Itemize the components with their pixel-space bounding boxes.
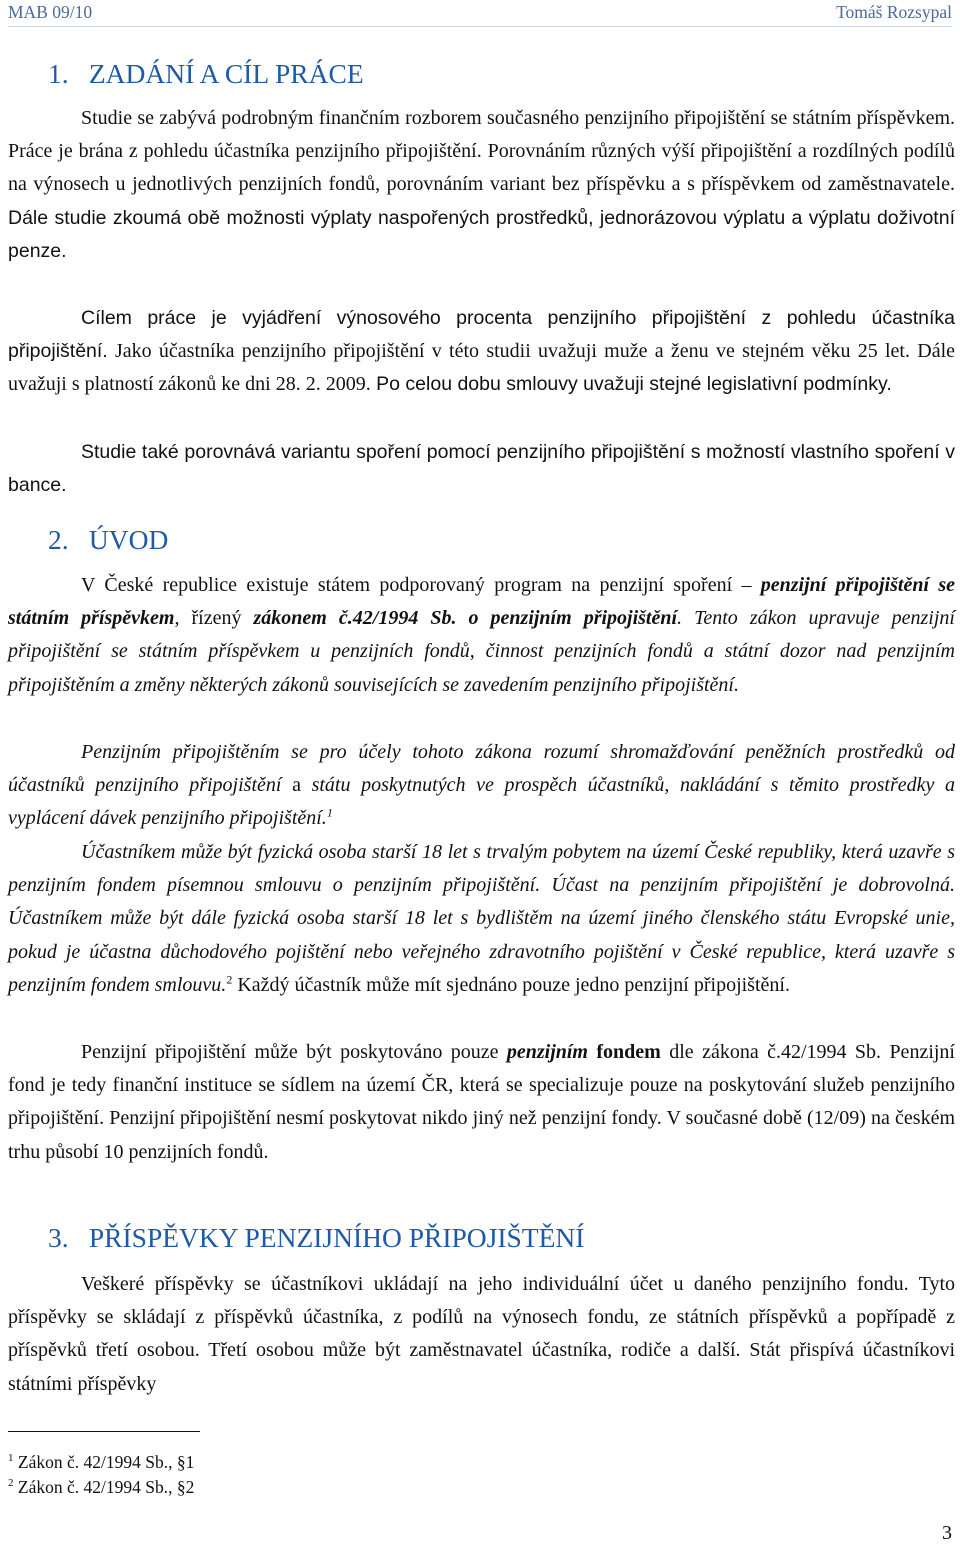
s1-p2-text-c: Po celou dobu smlouvy uvažuji stejné legislativní podmínky. <box>370 373 892 396</box>
s2-p4-emphasis-fondem: fondem <box>588 1041 661 1063</box>
section-2-paragraph-4 <box>8 1036 955 1169</box>
footnote-ref-2[interactable]: 2 <box>226 972 233 987</box>
s1-p2-text-b: Jako účastníka penzijního připojištění v této studii uvažuji muže a ženu ve stejném věku 25 let. Dále uvažuji s platností zákonů ke dni 28. 2. 2009. <box>8 340 955 396</box>
s2-p2-text-c: státu poskytnutých ve prospěch účastníků, nakládání s těmito prostředky a vyplácení dávek penzijního připojištění. <box>8 774 955 830</box>
section-3-title: PŘÍSPĚVKY PENZIJNÍHO PŘIPOJIŠTĚNÍ <box>88 1222 585 1253</box>
section-2-heading <box>48 524 168 556</box>
section-1-title: ZADÁNÍ A CÍL PRÁCE <box>88 58 364 89</box>
section-3-paragraph-1 <box>8 1268 955 1401</box>
section-3-heading <box>48 1222 584 1254</box>
s3-p1-text: Veškeré příspěvky se účastníkovi ukládají na jeho individuální účet u daného penzijního fondu. Tyto příspěvky se skládají z příspěvků účastníka, z podílů na výnosech fondu, ze státních příspěvků a popřípadě z příspěvků třetí osobou. Třetí osobou může být zaměstnavatel účastníka, rodiče a další. Stát přispívá účastníkovi státními příspěvky <box>8 1273 955 1395</box>
s1-p1-text-b: Dále studie zkoumá obě možnosti výplaty naspořených prostředků, jednorázovou výplatu a výplatu doživotní penze. <box>8 206 955 262</box>
footnote-ref-1[interactable]: 1 <box>326 805 333 820</box>
page-number: 3 <box>942 1522 952 1544</box>
s1-p3-text: Studie také porovnává variantu spoření pomocí penzijního připojištění s možností vlastního spoření v bance. <box>8 441 955 497</box>
section-1-paragraph-3 <box>8 436 955 502</box>
s1-p1-text-a: Studie se zabývá podrobným finančním rozborem současného penzijního připojištění se státním příspěvkem. Práce je brána z pohledu účastníka penzijního připojištění. Porovnáním různých výší připojištění a rozdílných podílů na výnosech u jednotlivých penzijních fondů, porovnáním variant bez příspěvku a s příspěvkem od zaměstnavatele. <box>8 107 955 196</box>
footnote-2-mark: 2 <box>8 1477 14 1490</box>
section-1-paragraph-1 <box>8 102 955 268</box>
s2-p1-text-c: , řízený <box>174 607 254 630</box>
s2-p2-text-a: Penzijním připojištěním se pro účely tohoto zákona rozumí shromažďování peněžních prostředků od účastníků penzijního připojištění <box>8 741 955 797</box>
section-2-number: 2. <box>48 524 69 555</box>
s2-p4-emphasis-penzijnim: penzijním <box>506 1041 588 1063</box>
header-left-label: MAB 09/10 <box>8 2 93 22</box>
section-3-number: 3. <box>48 1222 69 1253</box>
s2-p1-text-a: V České republice existuje státem podporovaný program na penzijní spoření – <box>81 574 761 596</box>
footnote-2-text: Zákon č. 42/1994 Sb., §2 <box>17 1477 195 1497</box>
s2-p4-text-d: dle zákona č.42/1994 Sb. Penzijní fond je tedy finanční instituce se sídlem na území ČR, která se specializuje pouze na poskytování služeb penzijního připojištění. Penzijní připojištění nesmí poskytovat nikdo jiný než penzijní fondy. V současné době (12/09) na českém trhu působí 10 penzijních fondů. <box>8 1041 955 1163</box>
s1-p2-text-a: Cílem práce je vyjádření výnosového procenta penzijního připojištění z pohledu účastníka připojištění. <box>8 307 955 363</box>
s2-p1-emphasis-law: zákonem č.42/1994 Sb. o penzijním připojištění <box>253 607 678 630</box>
footnote-separator <box>8 1431 200 1432</box>
footnote-1 <box>8 1452 194 1473</box>
section-2-title: ÚVOD <box>88 524 169 555</box>
header-author: Tomáš Rozsypal <box>836 2 952 22</box>
s2-p2-text-b: a <box>281 774 312 797</box>
s2-p1-text-e: . Tento zákon upravuje penzijní připojištění se státním příspěvkem u penzijních fondů, činnost penzijních fondů a státní dozor nad penzijním připojištěním a změny některých zákonů souvisejících se zavedením penzijního připojištění. <box>8 607 955 696</box>
section-2-paragraph-3 <box>8 836 955 1002</box>
section-2-paragraph-2 <box>8 736 955 836</box>
s2-p3-text-a: Účastníkem může být fyzická osoba starší 18 let s trvalým pobytem na území České republiky, která uzavře s penzijním fondem písemnou smlouvu o penzijním připojištění. Účast na penzijním připojištění je dobrovolná. Účastníkem může být dále fyzická osoba starší 18 let s bydlištěm na území jiného členského státu Evropské unie, pokud je účastna důchodového pojištění nebo veřejného zdravotního pojištění v České republice, která uzavře s penzijním fondem smlouvu. <box>8 841 955 996</box>
section-1-number: 1. <box>48 58 69 89</box>
footnote-2 <box>8 1477 194 1498</box>
section-1-paragraph-2 <box>8 302 955 402</box>
s2-p1-emphasis-program: penzijní připojištění se státním příspěvkem <box>8 574 955 630</box>
s2-p4-text-a: Penzijní připojištění může být poskytováno pouze <box>81 1041 507 1063</box>
footnote-1-text: Zákon č. 42/1994 Sb., §1 <box>17 1452 195 1472</box>
s2-p3-text-b: Každý účastník může mít sjednáno pouze jedno penzijní připojištění. <box>232 973 790 996</box>
section-2-paragraph-1 <box>8 569 955 702</box>
page-header <box>8 0 952 27</box>
footnote-1-mark: 1 <box>8 1452 14 1465</box>
section-1-heading <box>48 58 364 90</box>
